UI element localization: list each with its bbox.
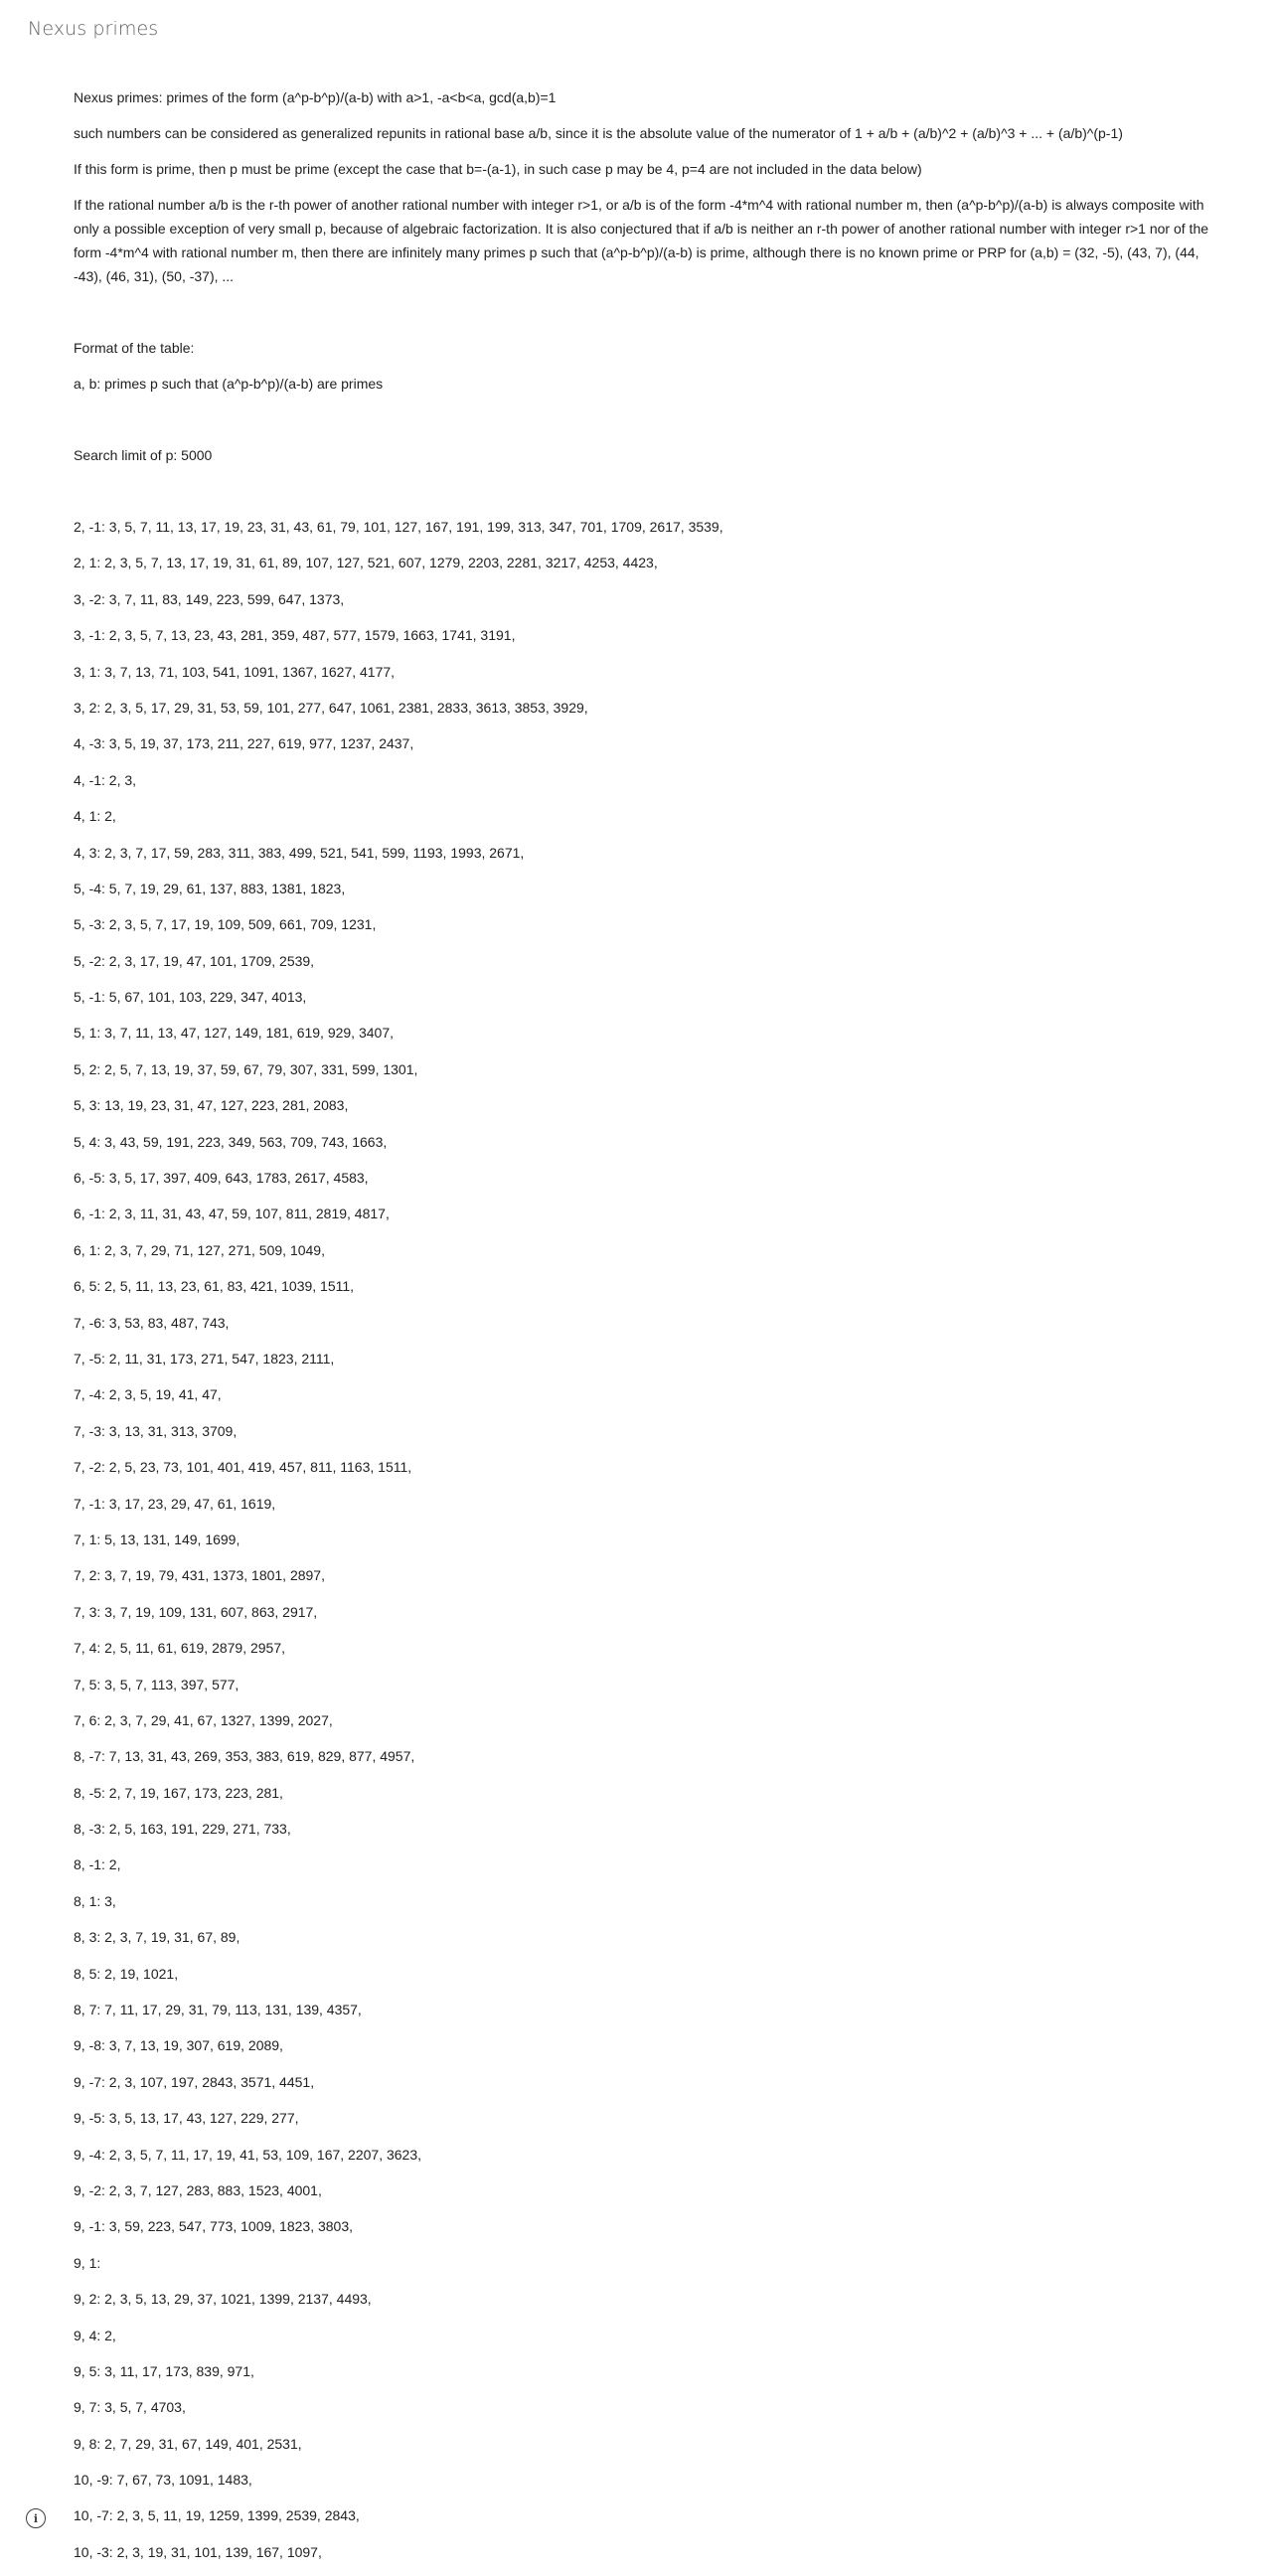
table-row: 2, 1: 2, 3, 5, 7, 13, 17, 19, 31, 61, 89, 107, 127, 521, 607, 1279, 2203, 2281, 3217, 4253, 4423,	[74, 555, 658, 571]
table-row: 9, 5: 3, 11, 17, 173, 839, 971,	[74, 2362, 254, 2379]
table-row: 6, 1: 2, 3, 7, 29, 71, 127, 271, 509, 1049,	[74, 1241, 325, 1258]
info-button[interactable]	[26, 2508, 46, 2528]
table-row: 7, -4: 2, 3, 5, 19, 41, 47,	[74, 1386, 222, 1403]
table-row: 7, -2: 2, 5, 23, 73, 101, 401, 419, 457, 811, 1163, 1511,	[74, 1459, 412, 1476]
table-row: 7, -6: 3, 53, 83, 487, 743,	[74, 1314, 230, 1331]
prime-table	[74, 515, 1226, 2564]
table-row: 7, 3: 3, 7, 19, 109, 131, 607, 863, 2917,	[74, 1603, 318, 1620]
table-row: 7, -3: 3, 13, 31, 313, 3709,	[74, 1422, 238, 1439]
page-header	[28, 12, 158, 46]
table-row: 7, 2: 3, 7, 19, 79, 431, 1373, 1801, 2897,	[74, 1567, 325, 1584]
table-row: 9, 8: 2, 7, 29, 31, 67, 149, 401, 2531,	[74, 2435, 302, 2452]
table-row: 8, 7: 7, 11, 17, 29, 31, 79, 113, 131, 139, 4357,	[74, 2002, 362, 2018]
table-row: 8, -1: 2,	[74, 1856, 121, 1873]
table-row: 10, -9: 7, 67, 73, 1091, 1483,	[74, 2472, 252, 2489]
page-title: Nexus primes	[28, 18, 159, 40]
table-row: 9, -1: 3, 59, 223, 547, 773, 1009, 1823, 3803,	[74, 2218, 354, 2235]
table-row: 9, -4: 2, 3, 5, 7, 11, 17, 19, 41, 53, 109, 167, 2207, 3623,	[74, 2146, 422, 2163]
table-row: 5, -1: 5, 67, 101, 103, 229, 347, 4013,	[74, 989, 307, 1006]
main-content	[74, 85, 1226, 2576]
table-row: 5, 1: 3, 7, 11, 13, 47, 127, 149, 181, 619, 929, 3407,	[74, 1025, 394, 1042]
intro-definition: Nexus primes: primes of the form (a^p-b^p)/(a-b) with a>1, -a<b<a, gcd(a,b)=1	[74, 89, 557, 105]
table-row: 5, 4: 3, 43, 59, 191, 223, 349, 563, 709, 743, 1663,	[74, 1133, 388, 1150]
table-row: 5, -3: 2, 3, 5, 7, 17, 19, 109, 509, 661, 709, 1231,	[74, 916, 377, 933]
table-row: 6, 5: 2, 5, 11, 13, 23, 61, 83, 421, 1039, 1511,	[74, 1278, 355, 1295]
search-limit: Search limit of p: 5000	[74, 447, 213, 463]
table-row: 9, 7: 3, 5, 7, 4703,	[74, 2399, 186, 2416]
table-row: 9, 2: 2, 3, 5, 13, 29, 37, 1021, 1399, 2137, 4493,	[74, 2291, 372, 2308]
table-row: 3, 1: 3, 7, 13, 71, 103, 541, 1091, 1367, 1627, 4177,	[74, 663, 396, 680]
section-spacer	[74, 300, 1226, 336]
table-row: 9, -8: 3, 7, 13, 19, 307, 619, 2089,	[74, 2037, 283, 2054]
intro-prime-condition: If this form is prime, then p must be prime (except the case that b=-(a-1), in such case p may be 4, p=4 are not included in the data below)	[74, 161, 922, 177]
table-row: 5, -4: 5, 7, 19, 29, 61, 137, 883, 1381, 1823,	[74, 880, 346, 896]
table-row: 8, 5: 2, 19, 1021,	[74, 1965, 179, 1982]
section-spacer	[74, 479, 1226, 515]
table-row: 8, -5: 2, 7, 19, 167, 173, 223, 281,	[74, 1784, 283, 1801]
table-row: 3, 2: 2, 3, 5, 17, 29, 31, 53, 59, 101, 277, 647, 1061, 2381, 2833, 3613, 3853, 3929,	[74, 699, 588, 716]
table-row: 5, 2: 2, 5, 7, 13, 19, 37, 59, 67, 79, 307, 331, 599, 1301,	[74, 1060, 418, 1077]
table-row: 10, -7: 2, 3, 5, 11, 19, 1259, 1399, 2539, 2843,	[74, 2507, 360, 2524]
table-row: 9, 4: 2,	[74, 2327, 116, 2343]
intro-repunit-note: such numbers can be considered as generalized repunits in rational base a/b, since it is the absolute value of the numerator of 1 + a/b + (a/b)^2 + (a/b)^3 + ... + (a/b)^(p-1)	[74, 125, 1123, 141]
table-row: 3, -2: 3, 7, 11, 83, 149, 223, 599, 647, 1373,	[74, 590, 345, 607]
table-row: 7, -5: 2, 11, 31, 173, 271, 547, 1823, 2111,	[74, 1350, 335, 1367]
table-row: 7, 4: 2, 5, 11, 61, 619, 2879, 2957,	[74, 1640, 286, 1657]
table-row: 8, -7: 7, 13, 31, 43, 269, 353, 383, 619, 829, 877, 4957,	[74, 1748, 415, 1765]
table-row: 8, -3: 2, 5, 163, 191, 229, 271, 733,	[74, 1821, 291, 1838]
table-row: 8, 1: 3,	[74, 1892, 116, 1909]
table-row: 9, -7: 2, 3, 107, 197, 2843, 3571, 4451,	[74, 2073, 315, 2090]
table-row: 4, 1: 2,	[74, 808, 116, 825]
table-row: 5, 3: 13, 19, 23, 31, 47, 127, 223, 281, 2083,	[74, 1097, 349, 1114]
info-icon: i	[33, 2511, 39, 2525]
table-row: 7, -1: 3, 17, 23, 29, 47, 61, 1619,	[74, 1495, 276, 1512]
table-row: 6, -1: 2, 3, 11, 31, 43, 47, 59, 107, 811, 2819, 4817,	[74, 1206, 390, 1222]
table-row: 6, -5: 3, 5, 17, 397, 409, 643, 1783, 2617, 4583,	[74, 1170, 369, 1187]
table-row: 4, -3: 3, 5, 19, 37, 173, 211, 227, 619, 977, 1237, 2437,	[74, 735, 414, 752]
table-row: 7, 1: 5, 13, 131, 149, 1699,	[74, 1530, 240, 1547]
table-row: 8, 3: 2, 3, 7, 19, 31, 67, 89,	[74, 1929, 240, 1946]
table-row: 7, 5: 3, 5, 7, 113, 397, 577,	[74, 1676, 239, 1692]
section-spacer	[74, 407, 1226, 443]
format-heading: Format of the table:	[74, 340, 195, 356]
table-row: 9, -5: 3, 5, 13, 17, 43, 127, 229, 277,	[74, 2110, 299, 2127]
format-description: a, b: primes p such that (a^p-b^p)/(a-b) are primes	[74, 376, 384, 392]
table-row: 5, -2: 2, 3, 17, 19, 47, 101, 1709, 2539,	[74, 952, 315, 969]
table-row: 9, 1:	[74, 2254, 101, 2271]
table-row: 7, 6: 2, 3, 7, 29, 41, 67, 1327, 1399, 2027,	[74, 1711, 333, 1728]
table-row: 2, -1: 3, 5, 7, 11, 13, 17, 19, 23, 31, 43, 61, 79, 101, 127, 167, 191, 199, 313, 347, 701, 1709, 2617, 3539,	[74, 519, 723, 535]
table-row: 4, 3: 2, 3, 7, 17, 59, 283, 311, 383, 499, 521, 541, 599, 1193, 1993, 2671,	[74, 844, 525, 861]
table-row: 10, -3: 2, 3, 19, 31, 101, 139, 167, 1097,	[74, 2543, 322, 2560]
intro-conjecture: If the rational number a/b is the r-th power of another rational number with integer r>1, or a/b is of the form -4*m^4 with rational number m, then (a^p-b^p)/(a-b) is always composite with only a possible exception of very small p, because of algebraic factorization. It is also conjectured that if a/b is neither an r-th power of another rational number with integer r>1 nor of the form -4*m^4 with rational number m, then there are infinitely many primes p such that (a^p-b^p)/(a-b) is prime, although there is no known prime or PRP for (a,b) = (32, -5), (43, 7), (44, -43), (46, 31), (50, -37), ...	[74, 197, 1209, 284]
table-row: 9, -2: 2, 3, 7, 127, 283, 883, 1523, 4001,	[74, 2181, 322, 2198]
table-row: 3, -1: 2, 3, 5, 7, 13, 23, 43, 281, 359, 487, 577, 1579, 1663, 1741, 3191,	[74, 627, 516, 644]
table-row: 4, -1: 2, 3,	[74, 771, 137, 788]
